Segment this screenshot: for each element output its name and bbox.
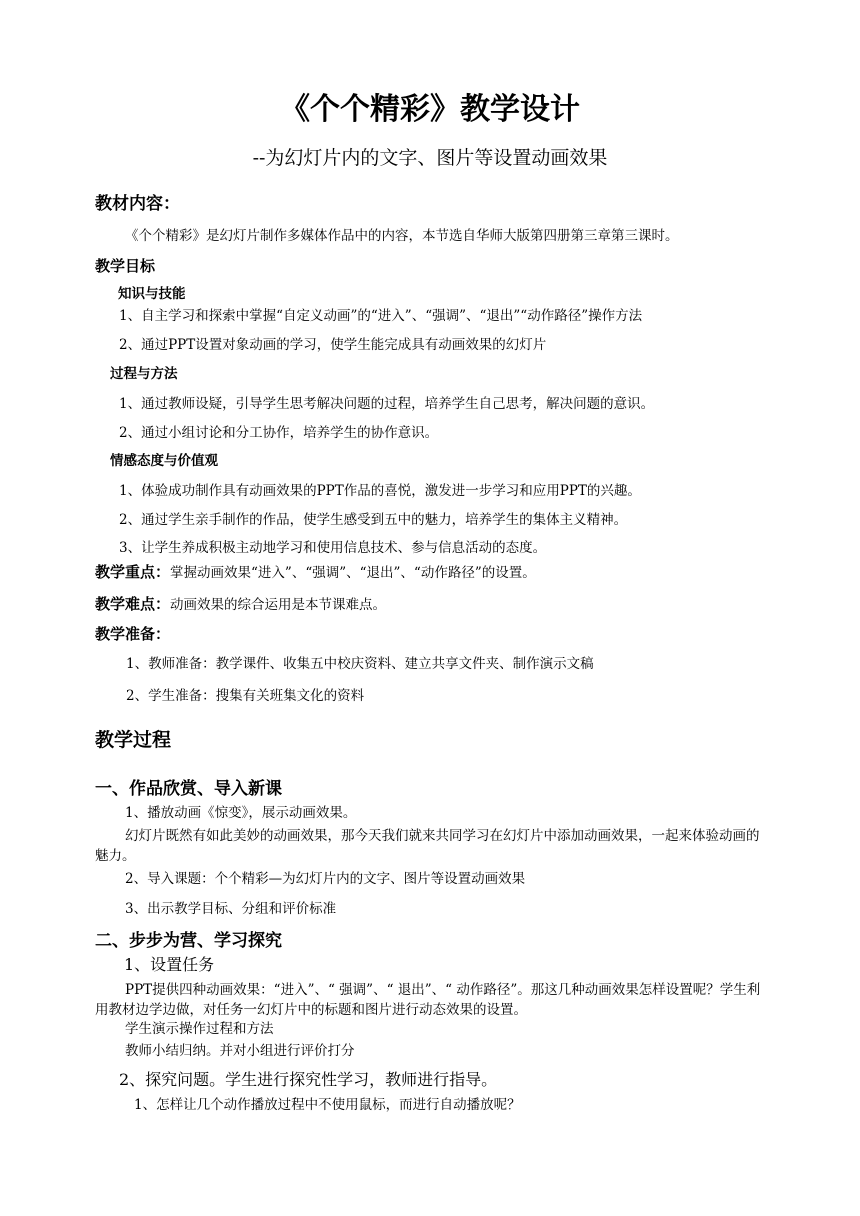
process-item: 1、通过教师设疑，引导学生思考解决问题的过程，培养学生自己思考，解决问题的意识。 — [119, 396, 655, 412]
emotion-heading: 情感态度与价值观 — [110, 453, 218, 469]
question-item: 1、怎样让几个动作播放过程中不使用鼠标，而进行自动播放呢？ — [134, 1097, 521, 1113]
knowledge-item: 2、通过PPT设置对象动画的学习，使学生能完成具有动画效果的幻灯片 — [119, 337, 547, 353]
key-point-text: 掌握动画效果“进入”、“强调”、“退出”、“动作路径”的设置。 — [170, 565, 536, 581]
preparation-heading: 教学准备： — [95, 625, 171, 643]
part2-heading: 二、步步为营、学习探究 — [95, 931, 282, 951]
part1-paragraph: 幻灯片既然有如此美妙的动画效果，那今天我们就来共同学习在幻灯片中添加动画效果，一起来体验动画的魅力。 — [95, 828, 760, 864]
emotion-item: 1、体验成功制作具有动画效果的PPT作品的喜悦，激发进一步学习和应用PPT的兴趣。 — [119, 483, 641, 499]
task-heading: 1、设置任务 — [124, 955, 215, 974]
part1-item: 2、导入课题：个个精彩—为幻灯片内的文字、图片等设置动画效果 — [125, 871, 526, 887]
difficulty-text: 动画效果的综合运用是本节课难点。 — [170, 597, 387, 613]
teaching-process-heading: 教学过程 — [95, 729, 172, 751]
key-point — [95, 564, 536, 581]
part1-item: 1、播放动画《惊变》，展示动画效果。 — [125, 805, 357, 821]
emotion-item: 3、让学生养成积极主动地学习和使用信息技术、参与信息活动的态度。 — [119, 540, 547, 556]
key-point-heading: 教学重点： — [95, 563, 171, 581]
explore-heading: 2、探究问题。学生进行探究性学习，教师进行指导。 — [119, 1070, 498, 1089]
process-heading: 过程与方法 — [110, 366, 178, 382]
task-paragraph: PPT提供四种动画效果：“进入”、“ 强调”、“ 退出”、“ 动作路径”。那这几种动画效果怎样设置呢？学生利用教材边学边做，对任务一幻灯片中的标题和图片进行动态效果的设置。 — [95, 982, 761, 1018]
part1-heading: 一、作品欣赏、导入新课 — [95, 779, 282, 799]
goals-heading: 教学目标 — [95, 257, 156, 275]
material-text: 《个个精彩》是幻灯片制作多媒体作品中的内容，本节选自华师大版第四册第三章第三课时。 — [125, 228, 679, 244]
knowledge-item: 1、自主学习和探索中掌握“自定义动画”的“进入”、“强调”、“退出”“动作路径”操作方法 — [119, 308, 643, 324]
preparation-item: 1、教师准备：教学课件、收集五中校庆资料、建立共享文件夹、制作演示文稿 — [126, 656, 594, 672]
knowledge-heading: 知识与技能 — [118, 286, 186, 302]
process-item: 2、通过小组讨论和分工协作，培养学生的协作意识。 — [119, 425, 439, 441]
document-title: 《个个精彩》教学设计 — [280, 92, 580, 127]
material-heading: 教材内容： — [95, 194, 180, 214]
summary-text: 教师小结归纳。并对小组进行评价打分 — [125, 1043, 355, 1059]
part1-item: 3、出示教学目标、分组和评价标准 — [125, 901, 337, 917]
preparation-item: 2、学生准备：搜集有关班集文化的资料 — [126, 688, 365, 704]
emotion-item: 2、通过学生亲手制作的作品，使学生感受到五中的魅力，培养学生的集体主义精神。 — [119, 512, 628, 528]
demo-text: 学生演示操作过程和方法 — [125, 1021, 274, 1037]
difficulty — [95, 596, 386, 613]
difficulty-heading: 教学难点： — [95, 595, 171, 613]
document-subtitle: --为幻灯片内的文字、图片等设置动画效果 — [252, 147, 608, 169]
